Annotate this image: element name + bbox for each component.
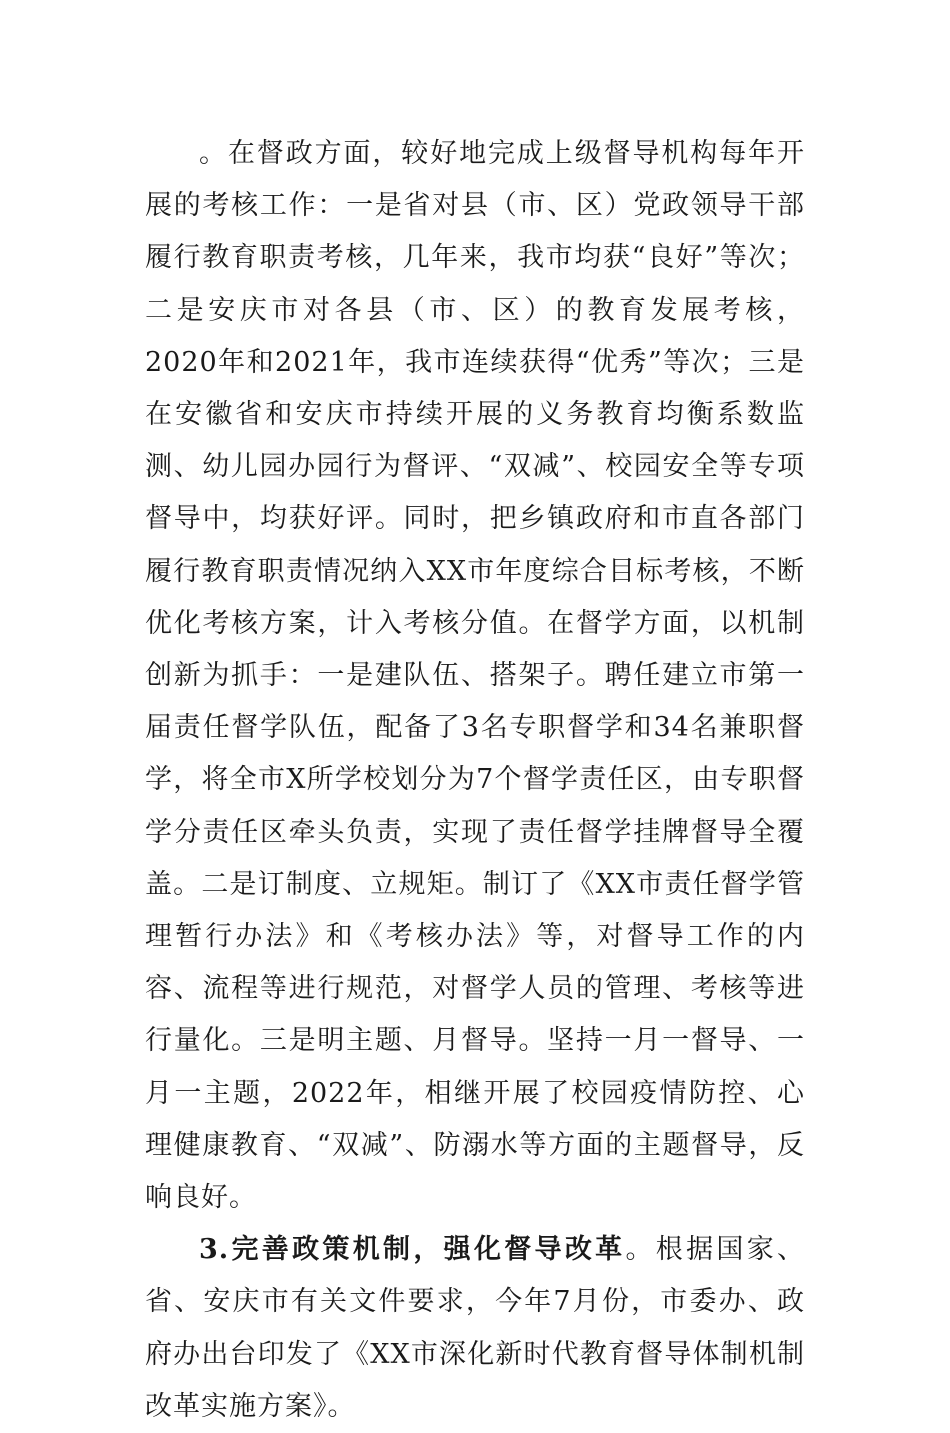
paragraph-policy-reform bbox=[145, 1224, 805, 1433]
document-body bbox=[145, 128, 805, 1433]
paragraph-text: 。根据国家、省、安庆市有关文件要求，今年7月份，市委办、政府办出台印发了《XX市深化新时代教育督导体制机制改革实施方案》。 bbox=[145, 1234, 805, 1422]
paragraph-supervision bbox=[145, 128, 805, 1224]
paragraph-text: 。在督政方面，较好地完成上级督导机构每年开展的考核工作：一是省对县（市、区）党政领导干部履行教育职责考核，几年来，我市均获“良好”等次；二是安庆市对各县（市、区）的教育发展考核，2020年和2021年，我市连续获得“优秀”等次；三是在安徽省和安庆市持续开展的义务教育均衡系数监测、幼儿园办园行为督评、“双减”、校园安全等专项督导中，均获好评。同时，把乡镇政府和市直各部门履行教育职责情况纳入XX市年度综合目标考核，不断优化考核方案，计入考核分值。在督学方面，以机制创新为抓手：一是建队伍、搭架子。聘任建立市第一届责任督学队伍，配备了3名专职督学和34名兼职督学，将全市X所学校划分为7个督学责任区，由专职督学分责任区牵头负责，实现了责任督学挂牌督导全覆盖。二是订制度、立规矩。制订了《XX市责任督学管理暂行办法》和《考核办法》等，对督导工作的内容、流程等进行规范，对督学人员的管理、考核等进行量化。三是明主题、月督导。坚持一月一督导、一月一主题，2022年，相继开展了校园疫情防控、心理健康教育、“双减”、防溺水等方面的主题督导，反响良好。 bbox=[145, 138, 805, 1214]
section-heading: 3.完善政策机制，强化督导改革 bbox=[199, 1234, 626, 1266]
